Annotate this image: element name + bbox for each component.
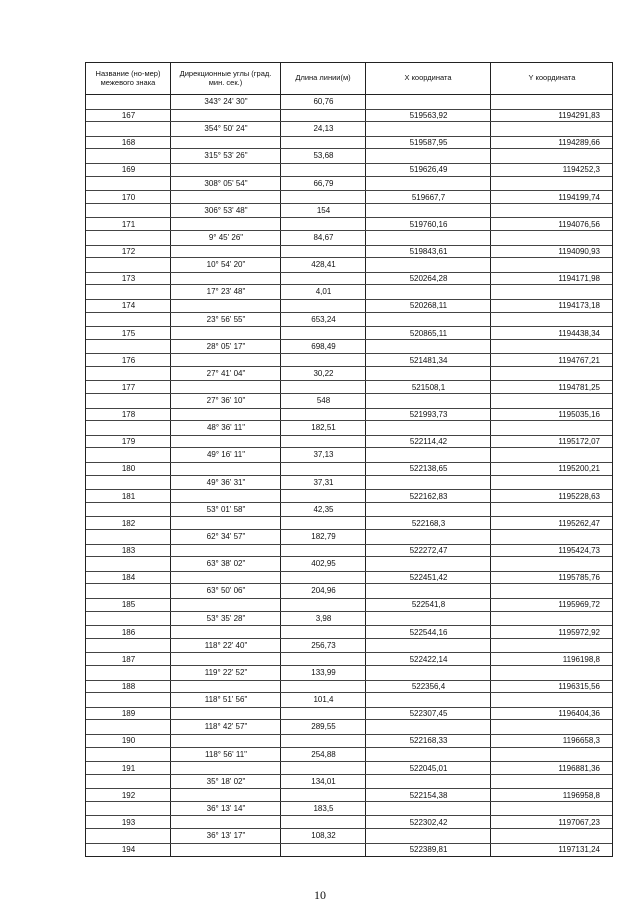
row-midline [86,489,612,490]
table-row [86,95,612,122]
marker-name-cell: 179 [121,437,136,447]
y-coordinate-cell: 1195972,92 [558,627,600,637]
row-midline [86,571,612,572]
row-midline [86,435,612,436]
angle-cell: 118° 22' 40" [204,640,248,650]
marker-name-cell: 167 [121,111,136,120]
page-number: 10 [314,888,326,902]
table-row [86,530,612,557]
angle-cell: 27° 41' 04" [206,368,246,378]
angle-cell: 49° 16' 11" [206,450,246,460]
header-y: Y координата [528,73,576,83]
marker-name-cell: 169 [121,165,136,175]
row-midline [86,217,612,218]
y-coordinate-cell: 1195200,21 [558,464,600,474]
y-coordinate-cell: 1194090,93 [558,246,600,256]
table-row [86,258,612,285]
boundary-table [85,62,613,857]
row-midline [86,136,612,137]
marker-name-cell: 176 [121,355,136,365]
row-midline [86,109,612,110]
length-cell: 402,95 [311,559,336,569]
y-coordinate-cell: 1194291,83 [558,111,600,120]
angle-cell: 308° 05' 54" [204,178,248,188]
angle-cell: 10° 54' 20" [206,260,246,270]
y-coordinate-cell: 1197067,23 [558,817,600,827]
table-row [86,204,612,231]
y-coordinate-cell: 1194076,56 [558,219,600,229]
angle-cell: 63° 50' 06" [206,586,246,596]
length-cell: 182,79 [311,532,336,541]
marker-name-cell: 185 [121,600,136,610]
table-row [86,557,612,584]
table-row [86,829,612,856]
header-length: Длина линии(м) [281,63,366,94]
length-cell: 183,5 [313,803,334,813]
marker-name-cell: 192 [121,790,136,800]
marker-name-cell: 171 [121,219,136,229]
table-row [86,421,612,448]
row-midline [86,625,612,626]
marker-name-cell: 170 [121,192,136,202]
marker-name-cell: 173 [121,274,136,284]
x-coordinate-cell: 519563,92 [409,111,448,120]
length-cell: 289,55 [311,722,336,732]
marker-name-cell: 168 [121,138,136,148]
x-coordinate-cell: 522138,65 [409,464,448,474]
length-cell: 24,13 [313,124,334,134]
row-midline [86,380,612,381]
angle-cell: 62° 34' 57" [206,532,246,541]
marker-name-cell: 181 [121,491,136,501]
x-coordinate-cell: 519626,49 [409,165,448,175]
x-coordinate-cell: 520264,28 [409,274,448,284]
y-coordinate-cell: 1195228,63 [558,491,600,501]
length-cell: 60,76 [313,97,334,106]
angle-cell: 53° 01' 58" [206,504,246,514]
marker-name-cell: 187 [121,654,136,664]
angle-cell: 48° 36' 11" [206,423,246,433]
table-row [86,584,612,611]
marker-name-cell: 189 [121,709,136,719]
length-cell: 30,22 [313,368,334,378]
y-coordinate-cell: 1194438,34 [558,328,600,338]
x-coordinate-cell: 522356,4 [411,681,446,691]
row-midline [86,788,612,789]
length-cell: 204,96 [311,586,336,596]
y-coordinate-cell: 1195172,07 [558,437,600,447]
length-cell: 37,13 [313,450,334,460]
y-coordinate-cell: 1196315,56 [558,681,600,691]
table-row [86,313,612,340]
length-cell: 548 [316,396,331,406]
angle-cell: 354° 50' 24" [204,124,248,134]
length-cell: 653,24 [311,314,336,324]
table-row [86,367,612,394]
marker-name-cell: 184 [121,573,136,583]
marker-name-cell: 183 [121,546,136,555]
row-midline [86,462,612,463]
table-body [85,95,613,857]
x-coordinate-cell: 519587,95 [409,138,448,148]
table-row [86,394,612,421]
length-cell: 133,99 [311,667,336,677]
header-name: Название (но-мер) межевого знака [86,63,171,94]
marker-name-cell: 190 [121,736,136,746]
y-coordinate-cell: 1195035,16 [558,410,600,420]
angle-cell: 36° 13' 14" [206,803,246,813]
y-coordinate-cell: 1196881,36 [558,763,600,773]
y-coordinate-cell: 1194289,66 [558,138,600,148]
angle-cell: 315° 53' 26" [204,151,248,161]
x-coordinate-cell: 522272,47 [409,546,448,555]
length-cell: 698,49 [311,341,336,351]
angle-cell: 17° 23' 48" [206,287,246,297]
x-coordinate-cell: 519760,16 [409,219,448,229]
length-cell: 42,35 [313,504,334,514]
angle-cell: 118° 42' 57" [204,722,248,732]
table-row [86,122,612,149]
x-coordinate-cell: 522162,83 [409,491,448,501]
table-row [86,720,612,747]
table-row [86,802,612,829]
table-row [86,612,612,639]
marker-name-cell: 182 [121,518,136,528]
y-coordinate-cell: 1194171,98 [558,274,600,284]
x-coordinate-cell: 522168,3 [411,518,446,528]
row-midline [86,408,612,409]
x-coordinate-cell: 522544,16 [409,627,448,637]
angle-cell: 63° 38' 02" [206,559,246,569]
y-coordinate-cell: 1194767,21 [558,355,600,365]
x-coordinate-cell: 522541,8 [411,600,446,610]
row-midline [86,707,612,708]
x-coordinate-cell: 522451,42 [409,573,448,583]
length-cell: 154 [316,205,331,215]
table-row [86,666,612,693]
marker-name-cell: 191 [121,763,136,773]
table-row [86,476,612,503]
table-row [86,503,612,530]
table-row [86,448,612,475]
length-cell: 66,79 [313,178,334,188]
length-cell: 4,01 [315,287,332,297]
marker-name-cell: 174 [121,301,136,311]
table-row [86,231,612,258]
x-coordinate-cell: 521508,1 [411,382,446,392]
table-header [85,62,613,95]
marker-name-cell: 180 [121,464,136,474]
y-coordinate-cell: 1196404,36 [558,709,600,719]
angle-cell: 306° 53' 48" [204,205,248,215]
angle-cell: 118° 56' 11" [205,749,247,759]
x-coordinate-cell: 519667,7 [411,192,446,202]
x-coordinate-cell: 520268,11 [409,301,448,311]
row-midline [86,190,612,191]
x-coordinate-cell: 522422,14 [409,654,448,664]
y-coordinate-cell: 1194781,25 [558,382,600,392]
marker-name-cell: 188 [121,681,136,691]
marker-name-cell: 194 [121,845,136,855]
length-cell: 37,31 [313,477,334,487]
length-cell: 108,32 [311,831,336,841]
marker-name-cell: 172 [121,246,136,256]
row-midline [86,245,612,246]
x-coordinate-cell: 522168,33 [409,736,448,746]
x-coordinate-cell: 521481,34 [409,355,448,365]
angle-cell: 53° 35' 28" [206,613,246,623]
row-midline [86,326,612,327]
row-midline [86,544,612,545]
angle-cell: 343° 24' 30" [204,97,248,106]
header-angle: Дирекционные углы (град. мин. сек.) [171,63,281,94]
x-coordinate-cell: 521993,73 [409,410,448,420]
table-row [86,285,612,312]
angle-cell: 118° 51' 56" [204,695,248,705]
row-midline [86,598,612,599]
y-coordinate-cell: 1196658,3 [562,736,600,746]
row-midline [86,652,612,653]
x-coordinate-cell: 522389,81 [409,845,448,855]
row-midline [86,272,612,273]
angle-cell: 27° 36' 10" [206,396,246,406]
y-coordinate-cell: 1196958,8 [562,790,600,800]
row-midline [86,299,612,300]
x-coordinate-cell: 522307,45 [409,709,448,719]
y-coordinate-cell: 1194252,3 [562,165,600,175]
y-coordinate-cell: 1196198,8 [562,654,600,664]
y-coordinate-cell: 1197131,24 [558,845,600,855]
length-cell: 53,68 [313,151,334,161]
marker-name-cell: 175 [121,328,136,338]
marker-name-cell: 193 [121,817,136,827]
angle-cell: 23° 56' 55" [206,314,246,324]
x-coordinate-cell: 519843,61 [409,246,448,256]
row-midline [86,761,612,762]
angle-cell: 28° 05' 17" [206,341,246,351]
length-cell: 3,98 [315,613,332,623]
y-coordinate-cell: 1195262,47 [558,518,600,528]
angle-cell: 119° 22' 52" [204,667,248,677]
x-coordinate-cell: 522302,42 [409,817,448,827]
length-cell: 84,67 [313,232,334,242]
x-coordinate-cell: 522154,38 [409,790,448,800]
y-coordinate-cell: 1194199,74 [558,192,600,202]
angle-cell: 49° 36' 31" [206,477,246,487]
row-midline [86,734,612,735]
y-coordinate-cell: 1194173,18 [558,301,600,311]
length-cell: 101,4 [313,695,334,705]
table-row [86,149,612,176]
y-coordinate-cell: 1195424,73 [558,546,600,555]
length-cell: 428,41 [311,260,336,270]
x-coordinate-cell: 522114,42 [409,437,448,447]
length-cell: 182,51 [311,423,336,433]
row-midline [86,843,612,844]
y-coordinate-cell: 1195969,72 [558,600,600,610]
table-row [86,639,612,666]
y-coordinate-cell: 1195785,76 [558,573,600,583]
row-midline [86,680,612,681]
angle-cell: 35° 18' 02" [206,776,246,786]
table-row [86,775,612,802]
row-midline [86,516,612,517]
row-midline [86,815,612,816]
table-row [86,340,612,367]
length-cell: 254,88 [311,749,336,759]
x-coordinate-cell: 522045,01 [409,763,448,773]
marker-name-cell: 186 [121,627,136,637]
length-cell: 134,01 [311,776,336,786]
length-cell: 256,73 [311,640,336,650]
table-row [86,177,612,204]
angle-cell: 36° 13' 17" [206,831,246,841]
marker-name-cell: 177 [121,382,136,392]
x-coordinate-cell: 520865,11 [409,328,448,338]
row-midline [86,353,612,354]
table-row [86,748,612,775]
marker-name-cell: 178 [121,410,136,420]
angle-cell: 9° 45' 26" [208,232,244,242]
row-midline [86,163,612,164]
header-x: X координата [366,63,491,94]
table-row [86,693,612,720]
